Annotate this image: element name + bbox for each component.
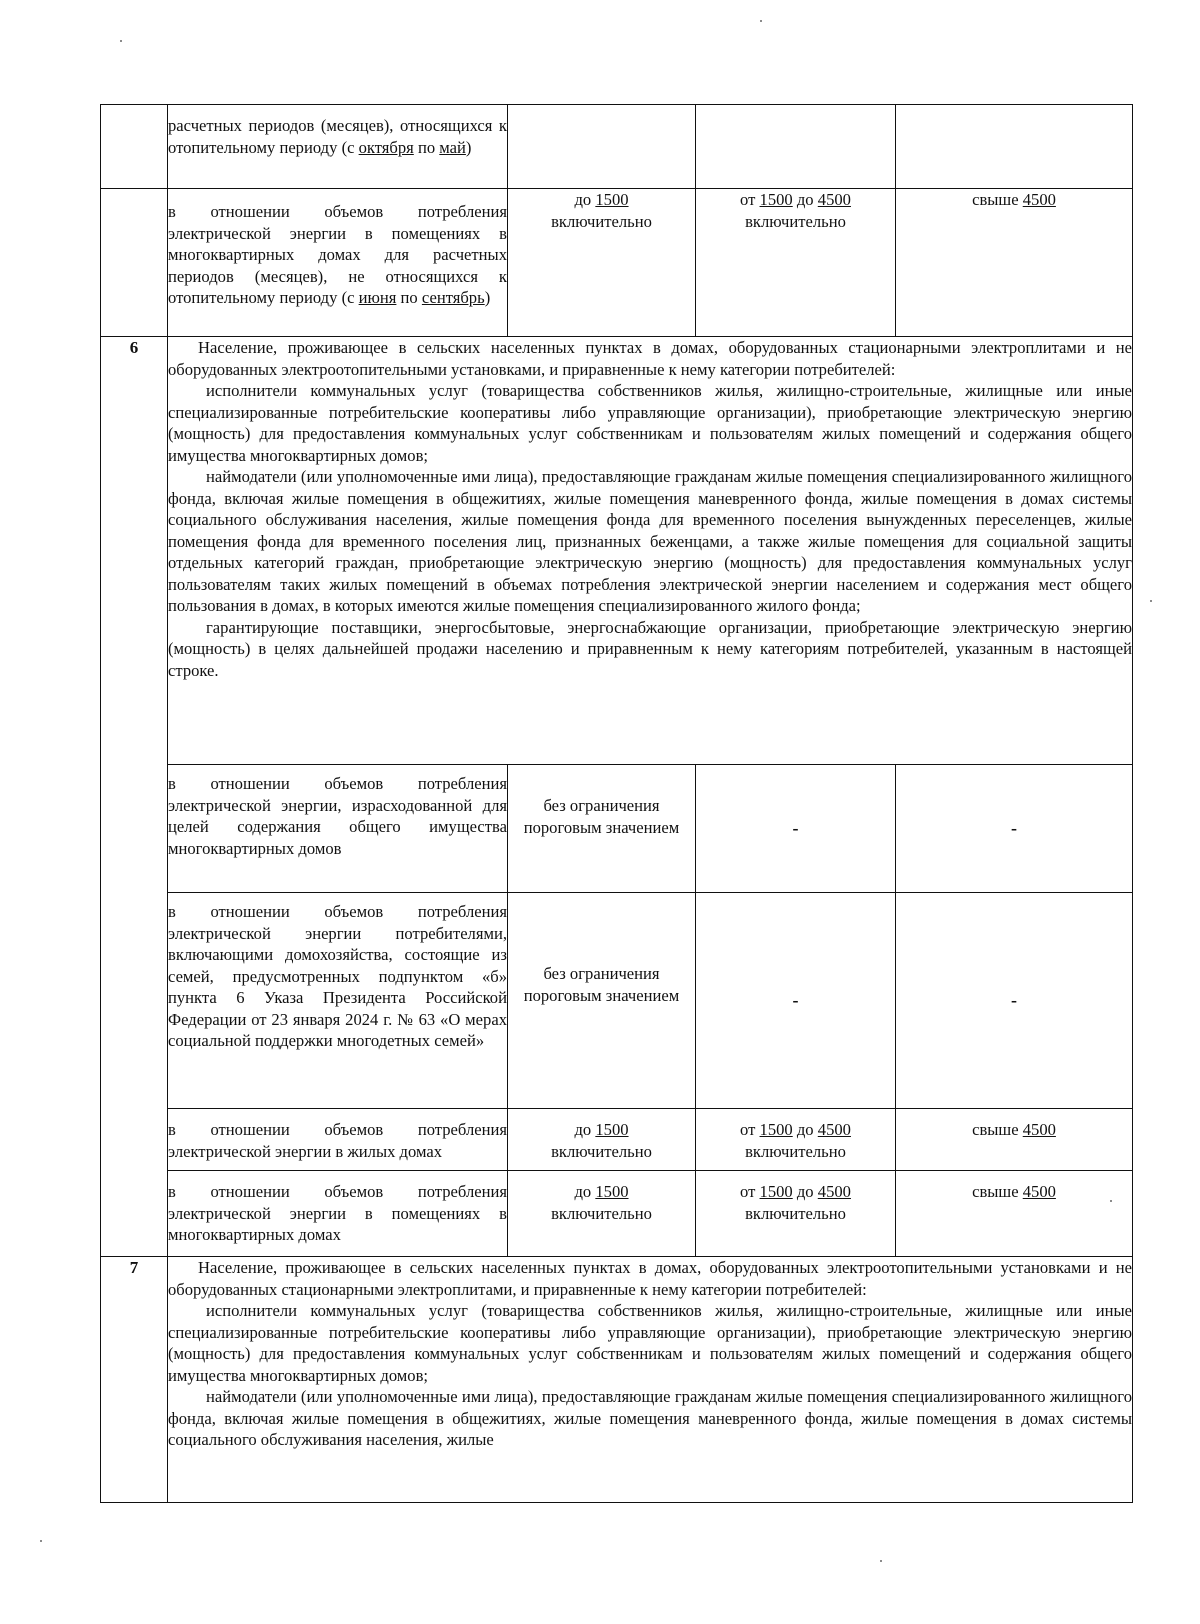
- consumption-description: в отношении объемов потребления электрической энергии в жилых домах: [168, 1109, 508, 1171]
- table-row: [101, 765, 1133, 893]
- row-number-cell: [101, 337, 168, 1257]
- paragraph: гарантирующие поставщики, энергосбытовые, энергоснабжающие организации, приобретающие электрическую энергию (мощность) в целях дальнейшей продажи населению и приравненным к нему категориям потребителей, указанным в настоящей строке.: [168, 617, 1132, 680]
- scan-speck: [120, 40, 122, 42]
- range-cell-high: -: [896, 893, 1133, 1109]
- table-row: [101, 105, 1133, 189]
- row-number-cell: [101, 1257, 168, 1503]
- range-cell-mid: -: [696, 893, 896, 1109]
- paragraph: Население, проживающее в сельских населенных пунктах в домах, оборудованных стационарными электроплитами и не оборудованных электроотопительными установками, и приравненные к нему категории потребителей:: [168, 338, 1132, 379]
- row-number: 7: [129, 1258, 139, 1277]
- range-cell-high: свыше 4500: [896, 1109, 1133, 1171]
- table-row: [101, 337, 1133, 765]
- scan-speck: [1110, 1200, 1112, 1202]
- table-row: [101, 1171, 1133, 1257]
- scan-speck: [760, 20, 762, 22]
- range-cell-high: [896, 105, 1133, 189]
- consumption-description: в отношении объемов потребления электрической энергии в помещениях в многоквартирных домах для расчетных периодов (месяцев), не относящихся к отопительному периоду (с июня по сентябрь): [168, 189, 508, 337]
- table-row: [101, 893, 1133, 1109]
- paragraph: наймодатели (или уполномоченные ими лица), предоставляющие гражданам жилые помещения специализированного жилищного фонда, включая жилые помещения в общежитиях, жилые помещения маневренного фонда, жилые помещения в домах системы социального обслуживания населения, жилые помещения фонда для временного поселения вынужденных переселенцев, жилые помещения фонда для временного поселения лиц, признанных беженцами, а также жилые помещения для социальной защиты отдельных категорий граждан, приобретающие электрическую энергию (мощность) для предоставления коммунальных услуг пользователям таких жилых помещений в объемах потребления электрической энергии населением и содержания мест общего пользования в домах, в которых имеются жилые помещения специализированного жилого фонда;: [168, 467, 1132, 615]
- range-cell-low: до 1500 включительно: [508, 189, 696, 337]
- range-cell-high: свыше 4500: [896, 1171, 1133, 1257]
- range-cell-low: без ограничения пороговым значением: [508, 765, 696, 893]
- row-number-cell: [101, 189, 168, 337]
- paragraph: исполнители коммунальных услуг (товарищества собственников жилья, жилищно-строительные, жилищные или иные специализированные потребительские кооперативы либо управляющие организации), приобретающие электрическую энергию (мощность) для предоставления коммунальных услуг собственникам и пользователям жилых помещений и содержания общего имущества многоквартирных домов;: [168, 1301, 1132, 1385]
- category-description: [168, 337, 1133, 765]
- scan-speck: [880, 1560, 882, 1562]
- scan-speck: [1150, 600, 1152, 602]
- table-row: [101, 1257, 1133, 1503]
- range-cell-mid: -: [696, 765, 896, 893]
- consumption-description: в отношении объемов потребления электрической энергии, израсходованной для целей содержания общего имущества многоквартирных домов: [168, 765, 508, 893]
- consumption-description: в отношении объемов потребления электрической энергии в помещениях в многоквартирных домах: [168, 1171, 508, 1257]
- table-row: [101, 189, 1133, 337]
- consumption-description: расчетных периодов (месяцев), относящихся к отопительному периоду (с октября по май): [168, 105, 508, 189]
- row-number-cell: [101, 105, 168, 189]
- range-cell-mid: от 1500 до 4500 включительно: [696, 1171, 896, 1257]
- category-description: [168, 1257, 1133, 1503]
- scan-speck: [40, 1540, 42, 1542]
- range-cell-low: без ограничения пороговым значением: [508, 893, 696, 1109]
- range-cell-high: свыше 4500: [896, 189, 1133, 337]
- range-cell-low: [508, 105, 696, 189]
- range-cell-low: до 1500 включительно: [508, 1171, 696, 1257]
- range-cell-mid: от 1500 до 4500 включительно: [696, 1109, 896, 1171]
- range-cell-low: до 1500 включительно: [508, 1109, 696, 1171]
- paragraph: наймодатели (или уполномоченные ими лица), предоставляющие гражданам жилые помещения специализированного жилищного фонда, включая жилые помещения в общежитиях, жилые помещения маневренного фонда, жилые помещения в домах системы социального обслуживания населения, жилые: [168, 1387, 1132, 1449]
- range-cell-mid: от 1500 до 4500 включительно: [696, 189, 896, 337]
- row-number: 6: [129, 338, 139, 357]
- paragraph: Население, проживающее в сельских населенных пунктах в домах, оборудованных электроотопительными установками и не оборудованных стационарными электроплитами, и приравненные к нему категории потребителей:: [168, 1258, 1132, 1299]
- consumption-description: в отношении объемов потребления электрической энергии потребителями, включающими домохозяйства, состоящие из семей, предусмотренных подпунктом «б» пункта 6 Указа Президента Российской Федерации от 23 января 2024 г. № 63 «О мерах социальной поддержки многодетных семей»: [168, 893, 508, 1109]
- tariff-table: [100, 104, 1133, 1503]
- range-cell-mid: [696, 105, 896, 189]
- paragraph: исполнители коммунальных услуг (товарищества собственников жилья, жилищно-строительные, жилищные или иные специализированные потребительские кооперативы либо управляющие организации), приобретающие электрическую энергию (мощность) для предоставления коммунальных услуг собственникам и пользователям жилых помещений и содержания общего имущества многоквартирных домов;: [168, 381, 1132, 465]
- table-row: [101, 1109, 1133, 1171]
- range-cell-high: -: [896, 765, 1133, 893]
